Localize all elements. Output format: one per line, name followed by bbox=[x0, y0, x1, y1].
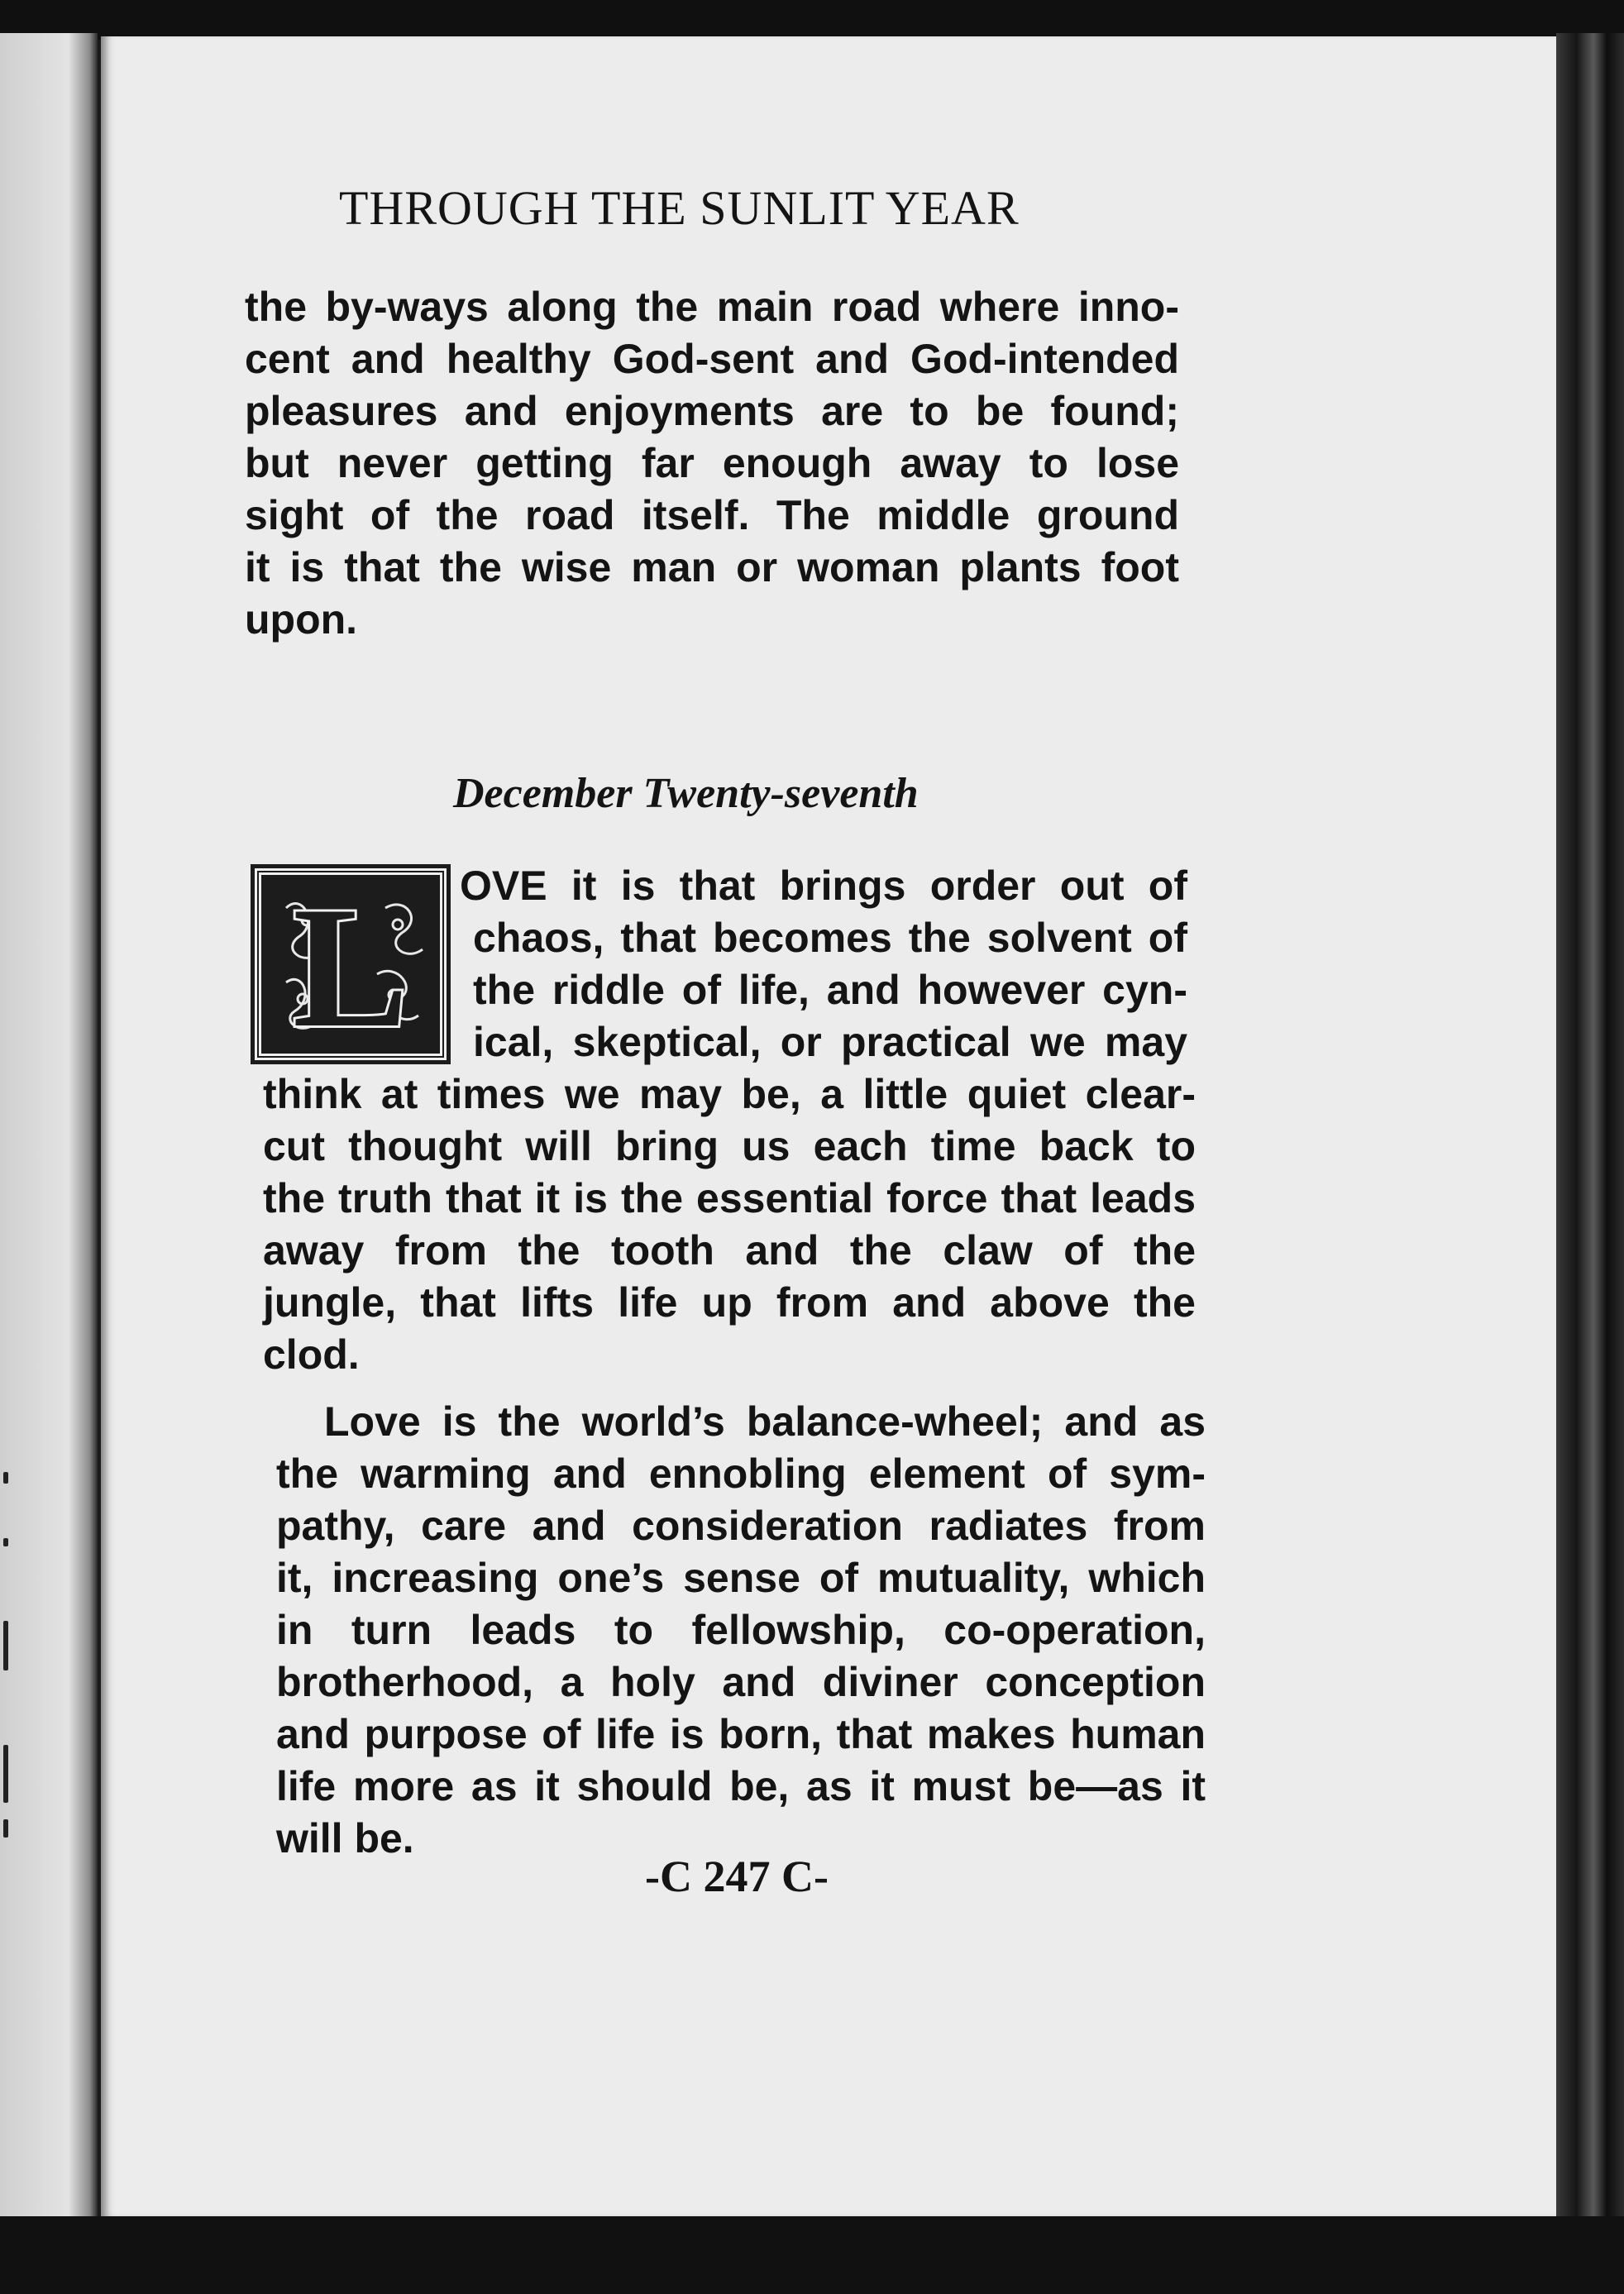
text-line: the by-ways along the main road where inno- bbox=[245, 284, 1179, 330]
paragraph-body bbox=[263, 1068, 1196, 1381]
text-line: cent and healthy God-sent and God-intended bbox=[245, 336, 1179, 382]
text-line: away from the tooth and the claw of the bbox=[263, 1227, 1196, 1274]
text-line: Love is the world’s balance-wheel; and as bbox=[324, 1398, 1206, 1445]
folio-ornament-left: -C bbox=[645, 1852, 692, 1901]
facing-page-edge bbox=[0, 33, 98, 2266]
text-line: cut thought will bring us each time back to bbox=[263, 1123, 1196, 1169]
text-line: upon. bbox=[245, 596, 358, 643]
folio-ornament-right: C- bbox=[781, 1852, 829, 1901]
folio-number: 247 bbox=[703, 1852, 771, 1901]
text-line: pathy, care and consideration radiates from bbox=[276, 1503, 1206, 1549]
text-line: life more as it should be, as it must be—as it bbox=[276, 1763, 1206, 1809]
page-number bbox=[645, 1851, 893, 1902]
text-line: clod. bbox=[263, 1331, 360, 1378]
text-line: it is that the wise man or woman plants foot bbox=[245, 544, 1179, 590]
text-line: ical, skeptical, or practical we may bbox=[473, 1019, 1187, 1065]
section-heading: December Twenty-seventh bbox=[453, 770, 919, 817]
text-line: it, increasing one’s sense of mutuality, which bbox=[276, 1555, 1206, 1601]
text-line: jungle, that lifts life up from and above the bbox=[263, 1279, 1196, 1326]
text-line: but never getting far enough away to lose bbox=[245, 440, 1179, 486]
paragraph-final bbox=[276, 1396, 1206, 1865]
drop-cap-art bbox=[261, 875, 440, 1054]
text-line: the riddle of life, and however cyn- bbox=[473, 967, 1187, 1013]
drop-cap-letter: L bbox=[292, 875, 409, 1054]
text-line: pleasures and enjoyments are to be found; bbox=[245, 388, 1179, 434]
text-line: OVE it is that brings order out of bbox=[460, 863, 1187, 909]
text-line: chaos, that becomes the solvent of bbox=[473, 915, 1187, 961]
paragraph-opening bbox=[460, 860, 1187, 1068]
text-line: will be. bbox=[276, 1815, 414, 1861]
scan-border-top bbox=[0, 0, 1624, 40]
scan-border-right bbox=[1556, 33, 1624, 2294]
drop-cap-ornament bbox=[255, 868, 447, 1060]
scan-border-bottom bbox=[0, 2216, 1624, 2294]
paragraph-continued bbox=[245, 281, 1179, 646]
text-line: in turn leads to fellowship, co-operation, bbox=[276, 1607, 1206, 1653]
text-line: think at times we may be, a little quiet clear- bbox=[263, 1071, 1196, 1117]
text-line: the warming and ennobling element of sym- bbox=[276, 1450, 1206, 1497]
text-line: sight of the road itself. The middle ground bbox=[245, 492, 1179, 538]
text-line: the truth that it is the essential force that leads bbox=[263, 1175, 1196, 1221]
running-head: THROUGH THE SUNLIT YEAR bbox=[339, 181, 1020, 235]
text-line: brotherhood, a holy and diviner conception bbox=[276, 1659, 1206, 1705]
text-line: and purpose of life is born, that makes human bbox=[276, 1711, 1206, 1757]
facing-page-marks bbox=[0, 1472, 17, 1852]
